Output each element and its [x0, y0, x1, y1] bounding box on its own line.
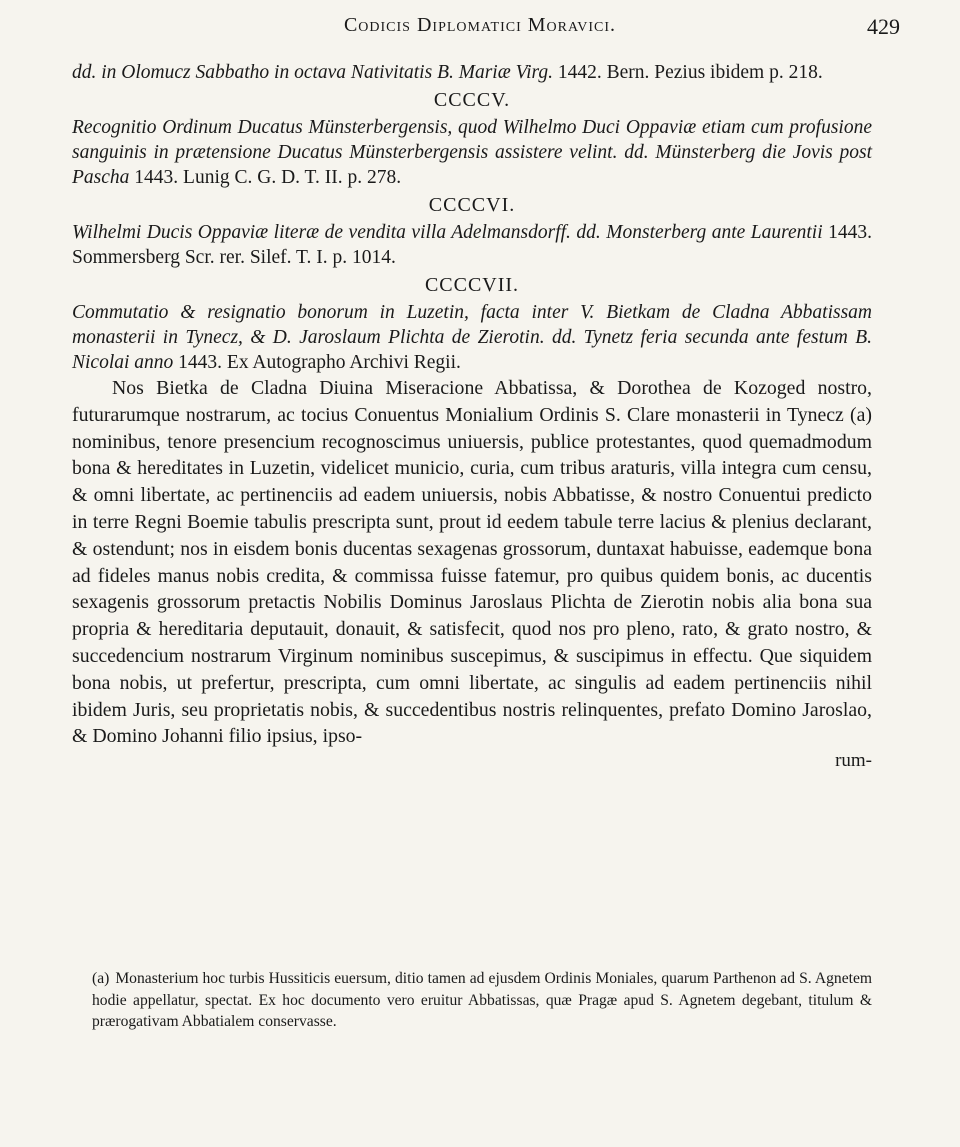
entry-number-405: CCCCV.	[433, 89, 511, 111]
previous-entry-plain: 1442. Bern. Pezius ibidem p. 218.	[557, 62, 823, 83]
entry-407-regest	[72, 300, 872, 375]
footnote-text: Monasterium hoc turbis Hussiticis euersum, ditio tamen ad ejusdem Ordinis Moniales, quarum Parthenon ad S. Agnetem hodie appellatur, spectat. Ex hoc documento vero eruitur Abbatissas, quæ Pragæ apud S. Agnetem degebant, titulum & prærogativam Abbatialem conservasse.	[92, 970, 872, 1030]
entry-406-italic: Wilhelmi Ducis Oppaviæ literæ de vendita villa Adelmansdorff. dd. Monsterberg ante Laurentii	[72, 222, 823, 243]
running-head: Codicis Diplomatici Moravici.	[343, 14, 617, 36]
entry-406-plain: 1443. Sommersberg Scr. rer. Silef. T. I. p. 1014.	[72, 222, 873, 268]
page-body	[72, 60, 872, 772]
footnote	[92, 968, 872, 1033]
entry-407-plain: 1443. Ex Autographo Archivi Regii.	[178, 352, 461, 373]
entry-number-407: CCCCVII.	[424, 274, 520, 296]
entry-405-regest	[72, 115, 872, 190]
entry-406-regest	[72, 220, 872, 270]
catchword: rum-	[835, 750, 872, 772]
previous-entry-tail	[72, 60, 872, 85]
entry-407-italic: Commutatio & resignatio bonorum in Luzetin, facta inter V. Bietkam de Cladna Abbatissam monasterii in Tynecz, & D. Jaroslaum Plichta de Zierotin. dd. Tynetz feria secunda ante festum B. Nicolai anno	[72, 302, 872, 373]
page-number: 429	[867, 14, 900, 39]
entry-number-406: CCCCVI.	[428, 194, 516, 216]
page-header	[0, 14, 960, 50]
entry-405-plain: 1443. Lunig C. G. D. T. II. p. 278.	[134, 167, 402, 188]
entry-405-italic: Recognitio Ordinum Ducatus Münsterbergensis, quod Wilhelmo Duci Oppaviæ etiam cum profusione sanguinis in prætensione Ducatus Münsterbergensis assistere velint. dd. Münsterberg die Jovis post Pascha	[72, 117, 872, 188]
charter-text: Nos Bietka de Cladna Diuina Miseracione Abbatissa, & Dorothea de Kozoged nostro, futurarumque nostrarum, ac tocius Conuentus Monialium Ordinis S. Clare monasterii in Tynecz (a) nominibus, tenore presencium recognoscimus uniuersis, publice protestantes, quod quemadmodum bona & hereditates in Luzetin, videlicet municio, curia, cum tribus araturis, villa integra cum censu, & omni libertate, ac pertinenciis ad eadem uniuersis, nobis Abbatisse, & nostro Conuentui predicto in terre Regni Boemie tabulis prescripta sunt, prout id eedem tabule terre lacius & plenius declarant, & ostendunt; nos in eisdem bonis ducentas sexagenas grossorum, duntaxat habuisse, eademque bona ad fideles manus nobis credita, & commissa fuisse fatemur, pro quibus quidem bonis, ac ducentis sexagenis grossorum pretactis Nobilis Dominus Jaroslaus Plichta de Zierotin nobis alia bona sua propria & hereditaria deputauit, donauit, & satisfecit, quod nos pro pleno, rato, & grato nostro, & succedencium nostrarum Virginum nominibus suscepimus, & suscipimus in effectu. Que siquidem bona nobis, ut prefertur, prescripta, cum omni libertate, ac singulis ad eadem pertinenciis nihil ibidem Juris, seu proprietatis nobis, & succedentibus nostris relinquentes, prefato Domino Jaroslao, & Domino Johanni filio ipsius, ipso-	[72, 377, 872, 748]
footnote-mark: (a)	[92, 970, 110, 987]
previous-entry-italic: dd. in Olomucz Sabbatho in octava Nativitatis B. Mariæ Virg.	[72, 62, 553, 83]
